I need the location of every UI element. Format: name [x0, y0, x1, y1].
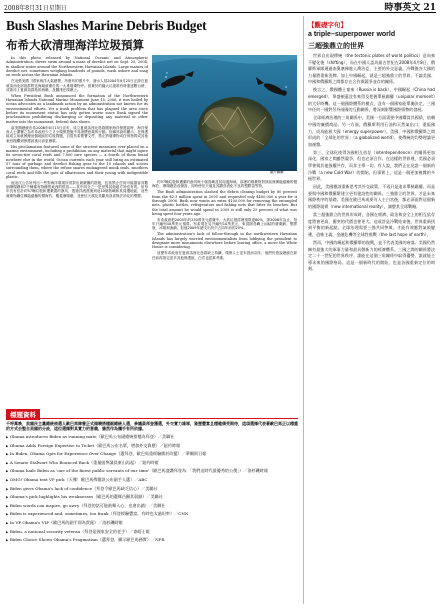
- list-item: ▶ In Biden, Obama Opts for Experience Over Change（選拜登，歐巴馬重經驗勝於改變）／華爾街日報: [6, 451, 207, 457]
- list-item: ▶ Biden words can inspire, go awry（拜登的話可能鼓舞人心，也會出錯）／美聯社: [6, 502, 166, 508]
- vocab-section-tab: 標題資料: [6, 409, 40, 420]
- bullet-icon: ▶: [6, 495, 9, 500]
- list-item: ▶ Biden Choice Shows Obama's Pragmatism（選拜登，顯示歐巴馬務實）／NPR: [6, 537, 165, 543]
- sidebar-paragraph: 然而，中國的崛起和俄羅斯的復興，並不代表美國的衰落。美國仍然擁有最強大的軍事力量和最具創新力的經濟體系。三國之間的關係將決定二十一世紀的世界秩序。誰能在這個三角關係中取得優勢，誰就能主導未來的國際格局。這是一個新時代的開始，也是各國重新定位的時刻。: [308, 240, 435, 272]
- vocab-intro: 千呼萬喚，美國民主黨總統候選人歐巴馬陣營正式揭曉搭檔副總統人選，參議員拜登獲選，外交實力雄厚，資歷豐富且穩健備受期待，這項選擇代表著歐巴馬正以穩重的方式去整合美國的分歧，這位選擇對其實力的意義，雖然作為攜手有所依據。: [6, 421, 298, 432]
- bullet-icon: ▶: [6, 443, 9, 448]
- article-paragraph: 約57噸垃圾和遭棄的漁具與十個島嶼及其周邊海域，那裡的廢棄物對該區裡瀕臨絕種的僧海豹、珊瑚礁造成傷害，同時使信天翁及其雛鳥消化不良的塑膠袋等物。: [152, 180, 297, 189]
- article-paragraph: In this photo released by National Oceanic and Atmospheric Administration, divers swim around a mass of derelict net on Sept. 25, 2004, in shallow water around the Northwestern Hawaiian Islands. Large masses of derelict net, sometimes weighing hundreds of pounds, wash ashore and snag on reefs across the Hawaiian Islands.: [6, 56, 148, 78]
- headline-list: [6, 433, 298, 545]
- article-column-right: [152, 180, 297, 406]
- divers-photo: [152, 55, 297, 171]
- list-item: ▶ Obama introduces Biden as running mate（歐巴馬公布副總統搭檔為拜登）／美聯社: [6, 434, 175, 439]
- sidebar-paragraph: 換言之，俄國體士童來（Russia is back），中國崛起（China had emerged），華盛頓還沒有來得及把握單極霸權（unipolar moment）的大好時機。這一個國際體系的模式，沒有一個國家能單獨決定。三國中任何一國對另外兩國的互動關係，將深刻影響國際情勢的發展。: [308, 87, 435, 113]
- sidebar-paragraph: 因此，美國應該重新思考其外交政策，不再只是追求單極霸權，而是要與中國和俄羅斯建立更有建設性的關係。三強鼎立的世界，才是未來國際秩序的基礎。美國在歐巴馬或麥肯入主白宮後，都必須面對這個新的國際現實（new international reality），調整其全球戰略。: [308, 184, 435, 210]
- article-column-left: [6, 56, 148, 405]
- bullet-icon: ▶: [6, 452, 9, 457]
- list-item: ▶ Obama Adds Foreign Expertise to Ticket（歐巴馬公布名單，增加外交資歷）／紐約時報: [6, 442, 181, 448]
- list-item: ▶ In VP Obama's VIP（歐巴馬的副手即為貴賓）／洛杉磯時報: [6, 519, 123, 525]
- sidebar-title-en: a triple–superpower world: [308, 31, 396, 38]
- article-paragraph: 布希政府把2005年的230萬美元經費中，大砍垃圾清理預算達80%，即2008年為止，每年只編列40萬美元預算。布希現在另外編列10萬美元，來清除島嶼上糾結的廢棄網、塑膠瓶、冰箱和漁網。但他2009年總支出仍只占四年前的25%。: [152, 217, 297, 231]
- list-item: ▶ Obama hails Biden as 'one of the finest public servants of our time'（歐巴馬盛讚拜登為：「我們這時代最優秀的公僕」）／洛杉磯時報: [6, 468, 268, 474]
- article-paragraph: When President Bush announced the formation of the Northwestern Hawaiian Islands National Marine Monument June 15, 2006, it was hailed by ocean advocates as a landmark action by an administration not known for its environmental efforts. Yet a trash problem that has plagued the area since before its monument status has only gotten worse since Bush signed the proclamation prohibiting discharging or depositing any material or other matter into the monument, federal data shows.: [6, 93, 148, 124]
- list-item: ▶ OMG! Obama text VP pick（天哪！歐巴馬傳簡訊公布副手人選）／ABC: [6, 476, 148, 482]
- article-paragraph: 這麼布希政府在夏威夷西北島群缺乏持續，環保人士並未因而卻步，他們仍遊說總統在卸任前再指定更多其他保護區，白宮也認真考慮。: [152, 251, 297, 260]
- bullet-icon: ▶: [6, 486, 9, 491]
- sidebar-body: [308, 53, 435, 604]
- article-title-en: Bush Slashes Marine Debris Budget: [6, 18, 207, 33]
- article-paragraph: 在這張美國「國家海洋大氣總署」所發布的照片中，潛水人員2004年9月25日正游在夏威夷西北部島群附近海域被棄於的一大堆廢棄物旁。被棄於的龐大垃圾堆有時重達數百磅，或被沖上夏威夷群島的海礁，及擱淺在環礁上。: [6, 79, 148, 92]
- article-paragraph: 當美國總統布希2006年6月15日宣布，成立夏威夷西北島群國家海洋保護區時，海洋保育人士讚譽之為布希政府少之又少環保措施中具指標意義的行動。但聯邦資料顯示，在保護區成立前就困擾這個地區的垃圾問題，自從布希簽署文件，禁止將廢棄物或任何物質或其他東西拋擲到保護區後反而更嚴重。: [6, 125, 148, 143]
- bullet-icon: ▶: [6, 503, 9, 508]
- page-header: [4, 1, 436, 13]
- header-rule: [4, 12, 436, 13]
- issue-date: 2008年8月31日星期日: [4, 5, 67, 12]
- article-paragraph: The administration's lack of follow-through in the northwestern Hawaiian Islands has largely worried environmentalists from lobbying the president to designate more monuments elsewhere before leaving office, a move the White House is considering.: [152, 232, 297, 250]
- sidebar-heading: 【觀礎字句】: [308, 21, 347, 29]
- article-paragraph: 他這次公告所列出一些對海洋環境所曾祭出最嚴厲的措施，包括禁止任何可能損害其數個珊瑚礁和7千種稀有物種的東西的排放——其中四分之一是世界其他地方所沒有的。但每年仍有估計約57噸垃圾和遭棄置的漁具，透過洋流漂流到這10個島嶼和其周遭地區，這些廢棄物纏住瀕臨絕種的僧海豹、覆蓋珊瑚礁，並使信天翁及其雛鳥誤食無法消化的塑膠。: [6, 180, 148, 198]
- bullet-icon: ▶: [6, 477, 9, 482]
- sidebar-paragraph: 全球經濟治理的三角關係中，美國一方面需要中國購買其國債，依賴中國的廉價商品。另一方面，俄羅斯利用石油和天然氣出口，重振國力，成為能源大國（energy superpower）。美國、中國和俄羅斯之間形成的「全球化的世界」（a globalized world），使傳統的均勢理論更加複雜。: [308, 115, 435, 147]
- photo-credit: 圖片翻攝: [270, 170, 284, 174]
- bullet-icon: ▶: [6, 538, 9, 543]
- bullet-icon: ▶: [6, 460, 9, 465]
- vocab-rule: [6, 418, 298, 419]
- list-item: ▶ Biden, a national security veteran（拜登是國家安全的老手）／泰晤士報: [6, 528, 150, 534]
- list-item: ▶ Biden is experienced and, sometimes, too frank（拜登經驗豐富，有時也太過坦率）／CNN: [6, 511, 189, 517]
- bullet-icon: ▶: [6, 520, 9, 525]
- article-paragraph: The Bush administration slashed the debris cleanup budget by 80 percent from the $2.3 million spent in 2005 and requested only $400,000 a year for it through 2008. Bush now wants an extra $100,000 for removing the entangled nets, plastic bottles, refrigerators and fishing nets that litter its beaches. But the total amount he would spend in 2009 is still only 25 percent of what was being spent four years ago.: [152, 190, 297, 216]
- newspaper-brand: 時事英文 21: [384, 3, 436, 13]
- sidebar-title-zh: 三超強鼎立的世界: [308, 42, 364, 50]
- sidebar-paragraph: 第三，全球化使得各國相互依存（interdependence）的關係更加深化，國家之間雖然競爭，但也必須合作。在這樣的世界裡，美國必須學會與其他強權共存，而非主導一切。有人說，我們正在見證一個新的冷戰（a new Cold War）的開始，但事實上，這是一個更加複雜的多極世界。: [308, 149, 435, 182]
- article-paragraph: His proclamation featured some of the strictest measures ever placed on a marine environment, including a prohibition on any material that might injure its seven-tier coral reefs and 7,000 rare species — a fourth of them found nowhere else in the world. Ocean currents each year still bring an estimated 57 tons of garbage and derelict fishing gear to the 10 islands and scores surrounding them, where the refuse snares endangered monk seals, smothers coral reefs and fills the guts of albatrosses and their young with indigestible plastic.: [6, 144, 148, 179]
- bullet-icon: ▶: [6, 512, 9, 517]
- list-item: ▶ Obama's pick highlights his weaknesses（歐巴馬的選擇凸顯其弱點）／美聯社: [6, 494, 163, 500]
- bullet-icon: ▶: [6, 435, 9, 439]
- sidebar-paragraph: 世界自出現傳統（the tectonic plates of world politics）意向來不變化後（shifting），而在中國人認為最古世紀在2008年4月8日，俄羅斯軍隊通過南奧塞梯進入喬治亞，主要的外交意義，冷戰後各大國的力量將重新洗牌。加上中國崛起，就是三超強鼎立的世界，不論美國、中國和俄羅斯之間都存在合作與競爭並存的關係。: [308, 53, 435, 85]
- list-item: ▶ A Senate Stalwart Who Bounced Back（重量級參議員東山再起）／紐約時報: [6, 459, 159, 465]
- list-item: ▶ Biden gives Obama's lack of confidence（拜登令歐巴馬缺乏信心）／美聯社: [6, 485, 158, 491]
- bullet-icon: ▶: [6, 529, 9, 534]
- sidebar-paragraph: 當三超強鼎立的世界形成時，各國在經濟、政治和安全上的相互依存度將會更高，衝突的代價也會更大。這或許是冷戰結束後，世界重新找到平衡的新起點。全球治理需要三強共同參與，才能有效應對氣候變遷、恐怖主義、金融危機等全球性挑戰（the last hope of earth）。: [308, 212, 435, 237]
- article-title-zh: 布希大砍清理海洋垃圾預算: [6, 38, 144, 52]
- bullet-icon: ▶: [6, 469, 9, 474]
